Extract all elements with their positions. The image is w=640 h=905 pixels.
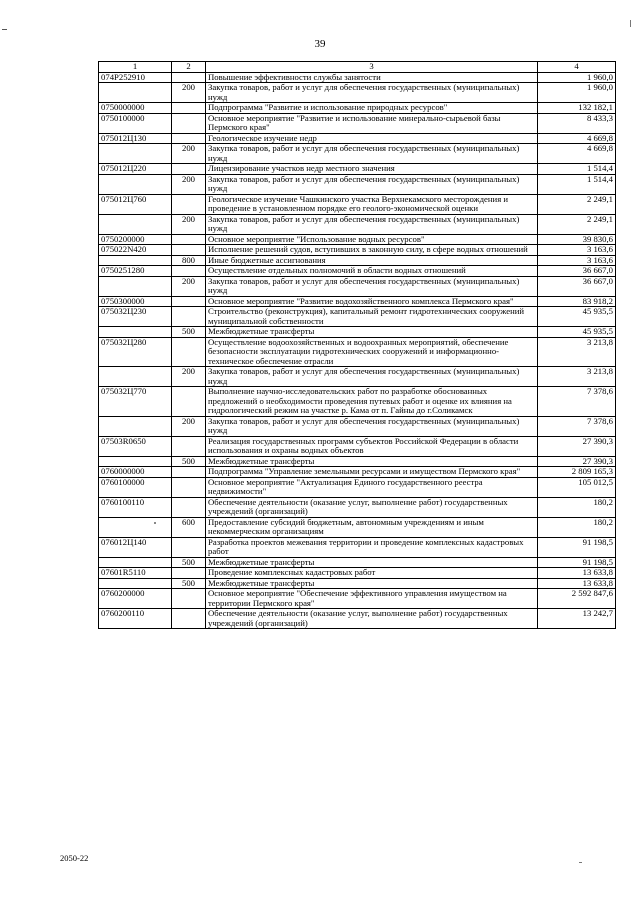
expense-type-cell: [172, 537, 206, 557]
item-name-cell: Закупка товаров, работ и услуг для обеспечения государственных (муниципальных) нужд: [206, 144, 538, 164]
table-row: [99, 234, 616, 245]
expense-type-cell: [172, 234, 206, 245]
expense-type-cell: [172, 164, 206, 175]
expense-type-cell: 800: [172, 255, 206, 266]
target-code-cell: 07503R0650: [99, 436, 172, 456]
target-code-cell: 0750100000: [99, 113, 172, 133]
amount-cell: 8 433,3: [538, 113, 616, 133]
table-row: [99, 456, 616, 467]
table-row: [99, 589, 616, 609]
table-row: [99, 83, 616, 103]
expense-type-cell: [172, 72, 206, 83]
table-row: [99, 537, 616, 557]
amount-cell: 180,2: [538, 497, 616, 517]
amount-cell: 27 390,3: [538, 456, 616, 467]
item-name-cell: Закупка товаров, работ и услуг для обеспечения государственных (муниципальных) нужд: [206, 367, 538, 387]
table-row: [99, 327, 616, 338]
amount-cell: 1 514,4: [538, 174, 616, 194]
amount-cell: 2 592 847,6: [538, 589, 616, 609]
item-name-cell: Закупка товаров, работ и услуг для обеспечения государственных (муниципальных) нужд: [206, 276, 538, 296]
item-name-cell: Подпрограмма "Управление земельными ресурсами и имуществом Пермского края": [206, 467, 538, 478]
table-row: [99, 387, 616, 417]
budget-table: [98, 61, 616, 629]
table-row: [99, 578, 616, 589]
target-code-cell: 075012Ц760: [99, 194, 172, 214]
table-row: [99, 245, 616, 256]
target-code-cell: [99, 276, 172, 296]
amount-cell: 3 163,6: [538, 245, 616, 256]
item-name-cell: Основное мероприятие "Развитие и использование минерально-сырьевой базы Пермского края": [206, 113, 538, 133]
expense-type-cell: [172, 113, 206, 133]
target-code-cell: 07601R5110: [99, 568, 172, 579]
target-code-cell: [99, 174, 172, 194]
item-name-cell: Осуществление водоохозяйственных и водоохранных мероприятий, обеспечение безопасности эксплуатации гидротехнических сооружений и информационно-техническое обеспечение отрасли: [206, 337, 538, 367]
target-code-cell: [99, 517, 172, 537]
amount-cell: 1 514,4: [538, 164, 616, 175]
amount-cell: 3 213,8: [538, 367, 616, 387]
item-name-cell: Строительство (реконструкция), капитальный ремонт гидротехнических сооружений муниципальной собственности: [206, 307, 538, 327]
table-header-row: [99, 62, 616, 73]
amount-cell: 4 669,8: [538, 133, 616, 144]
item-name-cell: Иные бюджетные ассигнования: [206, 255, 538, 266]
table-row: [99, 194, 616, 214]
target-code-cell: 074P252910: [99, 72, 172, 83]
expense-type-cell: 500: [172, 327, 206, 338]
expense-type-cell: [172, 436, 206, 456]
amount-cell: 7 378,6: [538, 387, 616, 417]
target-code-cell: [99, 214, 172, 234]
item-name-cell: Основное мероприятие "Развитие водохозяйственного комплекса Пермского края": [206, 296, 538, 307]
expense-type-cell: 200: [172, 214, 206, 234]
amount-cell: 4 669,8: [538, 144, 616, 164]
amount-cell: 13 633,8: [538, 578, 616, 589]
item-name-cell: Межбюджетные трансферты: [206, 456, 538, 467]
expense-type-cell: [172, 609, 206, 629]
amount-cell: 7 378,6: [538, 416, 616, 436]
expense-type-cell: [172, 266, 206, 277]
table-row: [99, 276, 616, 296]
table-row: [99, 174, 616, 194]
amount-cell: 13 633,8: [538, 568, 616, 579]
expense-type-cell: [172, 477, 206, 497]
table-row: [99, 296, 616, 307]
table-row: [99, 609, 616, 629]
table-row: [99, 133, 616, 144]
column-header: 1: [99, 62, 172, 73]
column-header: 3: [206, 62, 538, 73]
target-code-cell: [99, 578, 172, 589]
amount-cell: 3 163,6: [538, 255, 616, 266]
target-code-cell: [99, 557, 172, 568]
expense-type-cell: 200: [172, 174, 206, 194]
expense-type-cell: [172, 245, 206, 256]
target-code-cell: 076012Ц140: [99, 537, 172, 557]
document-code: 2050-22: [60, 853, 89, 863]
item-name-cell: Межбюджетные трансферты: [206, 578, 538, 589]
target-code-cell: 075012Ц220: [99, 164, 172, 175]
amount-cell: 36 667,0: [538, 266, 616, 277]
column-header: 4: [538, 62, 616, 73]
table-row: [99, 467, 616, 478]
target-code-cell: [99, 367, 172, 387]
target-code-cell: 075032Ц770: [99, 387, 172, 417]
item-name-cell: Повышение эффективности службы занятости: [206, 72, 538, 83]
amount-cell: 1 960,0: [538, 72, 616, 83]
table-row: [99, 214, 616, 234]
amount-cell: 83 918,2: [538, 296, 616, 307]
table-row: [99, 255, 616, 266]
item-name-cell: Основное мероприятие "Актуализация Единого государственного реестра недвижимости": [206, 477, 538, 497]
item-name-cell: Закупка товаров, работ и услуг для обеспечения государственных (муниципальных) нужд: [206, 174, 538, 194]
item-name-cell: Предоставление субсидий бюджетным, автономным учреждениям и иным некоммерческим организациям: [206, 517, 538, 537]
item-name-cell: Разработка проектов межевания территории и проведение комплексных кадастровых работ: [206, 537, 538, 557]
item-name-cell: Геологическое изучение недр: [206, 133, 538, 144]
amount-cell: 132 182,1: [538, 103, 616, 114]
expense-type-cell: [172, 589, 206, 609]
table-row: [99, 497, 616, 517]
expense-type-cell: [172, 337, 206, 367]
item-name-cell: Проведение комплексных кадастровых работ: [206, 568, 538, 579]
table-row: [99, 367, 616, 387]
expense-type-cell: 200: [172, 367, 206, 387]
expense-type-cell: 200: [172, 144, 206, 164]
item-name-cell: Обеспечение деятельности (оказание услуг, выполнение работ) государственных учреждений (организаций): [206, 609, 538, 629]
amount-cell: 45 935,5: [538, 327, 616, 338]
table-row: [99, 568, 616, 579]
target-code-cell: [99, 456, 172, 467]
expense-type-cell: [172, 497, 206, 517]
scan-mark: [579, 862, 582, 863]
expense-type-cell: 600: [172, 517, 206, 537]
table-row: [99, 517, 616, 537]
amount-cell: 1 960,0: [538, 83, 616, 103]
amount-cell: 27 390,3: [538, 436, 616, 456]
scan-mark: [630, 20, 631, 27]
table-row: [99, 144, 616, 164]
item-name-cell: Основное мероприятие "Обеспечение эффективного управления имуществом на территории Пермского края": [206, 589, 538, 609]
amount-cell: 91 198,5: [538, 557, 616, 568]
target-code-cell: 0750000000: [99, 103, 172, 114]
target-code-cell: 0760100110: [99, 497, 172, 517]
item-name-cell: Исполнение решений судов, вступивших в законную силу, в сфере водных отношений: [206, 245, 538, 256]
target-code-cell: [99, 255, 172, 266]
item-name-cell: Закупка товаров, работ и услуг для обеспечения государственных (муниципальных) нужд: [206, 416, 538, 436]
expense-type-cell: 200: [172, 276, 206, 296]
target-code-cell: [99, 416, 172, 436]
amount-cell: 91 198,5: [538, 537, 616, 557]
target-code-cell: 075032Ц230: [99, 307, 172, 327]
page-number: 39: [314, 38, 326, 50]
table-row: [99, 266, 616, 277]
target-code-cell: 0760100000: [99, 477, 172, 497]
amount-cell: 2 249,1: [538, 194, 616, 214]
expense-type-cell: 500: [172, 456, 206, 467]
table-row: [99, 337, 616, 367]
target-code-cell: [99, 83, 172, 103]
expense-type-cell: [172, 133, 206, 144]
item-name-cell: Закупка товаров, работ и услуг для обеспечения государственных (муниципальных) нужд: [206, 83, 538, 103]
expense-type-cell: [172, 194, 206, 214]
expense-type-cell: [172, 568, 206, 579]
item-name-cell: Лицензирование участков недр местного значения: [206, 164, 538, 175]
item-name-cell: Выполнение научно-исследовательских работ по разработке обоснованных предложений о необходимости проведения путевых работ и оценке их влияния на гидрологический режим на участке р. Кама от п. Гайны до г.Соликамск: [206, 387, 538, 417]
target-code-cell: 0760200110: [99, 609, 172, 629]
target-code-cell: 075012Ц130: [99, 133, 172, 144]
expense-type-cell: 500: [172, 578, 206, 589]
item-name-cell: Геологическое изучение Чашкинского участка Верхнекамского месторождения и проведение в установленном порядке его геолого-экономической оценки: [206, 194, 538, 214]
column-header: 2: [172, 62, 206, 73]
table-row: [99, 164, 616, 175]
expense-type-cell: 500: [172, 557, 206, 568]
item-name-cell: Основное мероприятие "Использование водных ресурсов": [206, 234, 538, 245]
item-name-cell: Обеспечение деятельности (оказание услуг, выполнение работ) государственных учреждений (организаций): [206, 497, 538, 517]
table-body: [99, 72, 616, 629]
target-code-cell: 0750200000: [99, 234, 172, 245]
amount-cell: 13 242,7: [538, 609, 616, 629]
table-row: [99, 477, 616, 497]
table-row: [99, 557, 616, 568]
table-row: [99, 103, 616, 114]
amount-cell: 105 012,5: [538, 477, 616, 497]
item-name-cell: Подпрограмма "Развитие и использование природных ресурсов": [206, 103, 538, 114]
expense-type-cell: [172, 103, 206, 114]
amount-cell: 3 213,8: [538, 337, 616, 367]
table-row: [99, 436, 616, 456]
amount-cell: 180,2: [538, 517, 616, 537]
expense-type-cell: [172, 387, 206, 417]
item-name-cell: Закупка товаров, работ и услуг для обеспечения государственных (муниципальных) нужд: [206, 214, 538, 234]
item-name-cell: Межбюджетные трансферты: [206, 327, 538, 338]
expense-type-cell: [172, 296, 206, 307]
table-row: [99, 72, 616, 83]
target-code-cell: 075022N420: [99, 245, 172, 256]
table-row: [99, 307, 616, 327]
scan-mark: [2, 29, 7, 30]
expense-type-cell: 200: [172, 83, 206, 103]
expense-type-cell: [172, 467, 206, 478]
target-code-cell: 0760200000: [99, 589, 172, 609]
target-code-cell: [99, 144, 172, 164]
amount-cell: 39 830,6: [538, 234, 616, 245]
expense-type-cell: [172, 307, 206, 327]
amount-cell: 2 809 165,3: [538, 467, 616, 478]
expense-type-cell: 200: [172, 416, 206, 436]
amount-cell: 45 935,5: [538, 307, 616, 327]
table-row: [99, 113, 616, 133]
item-name-cell: Межбюджетные трансферты: [206, 557, 538, 568]
target-code-cell: [99, 327, 172, 338]
amount-cell: 2 249,1: [538, 214, 616, 234]
table-row: [99, 416, 616, 436]
target-code-cell: 0750300000: [99, 296, 172, 307]
target-code-cell: 075032Ц280: [99, 337, 172, 367]
amount-cell: 36 667,0: [538, 276, 616, 296]
item-name-cell: Осуществление отдельных полномочий в области водных отношений: [206, 266, 538, 277]
target-code-cell: 0750251280: [99, 266, 172, 277]
item-name-cell: Реализация государственных программ субъектов Российской Федерации в области использования и охраны водных объектов: [206, 436, 538, 456]
target-code-cell: 0760000000: [99, 467, 172, 478]
